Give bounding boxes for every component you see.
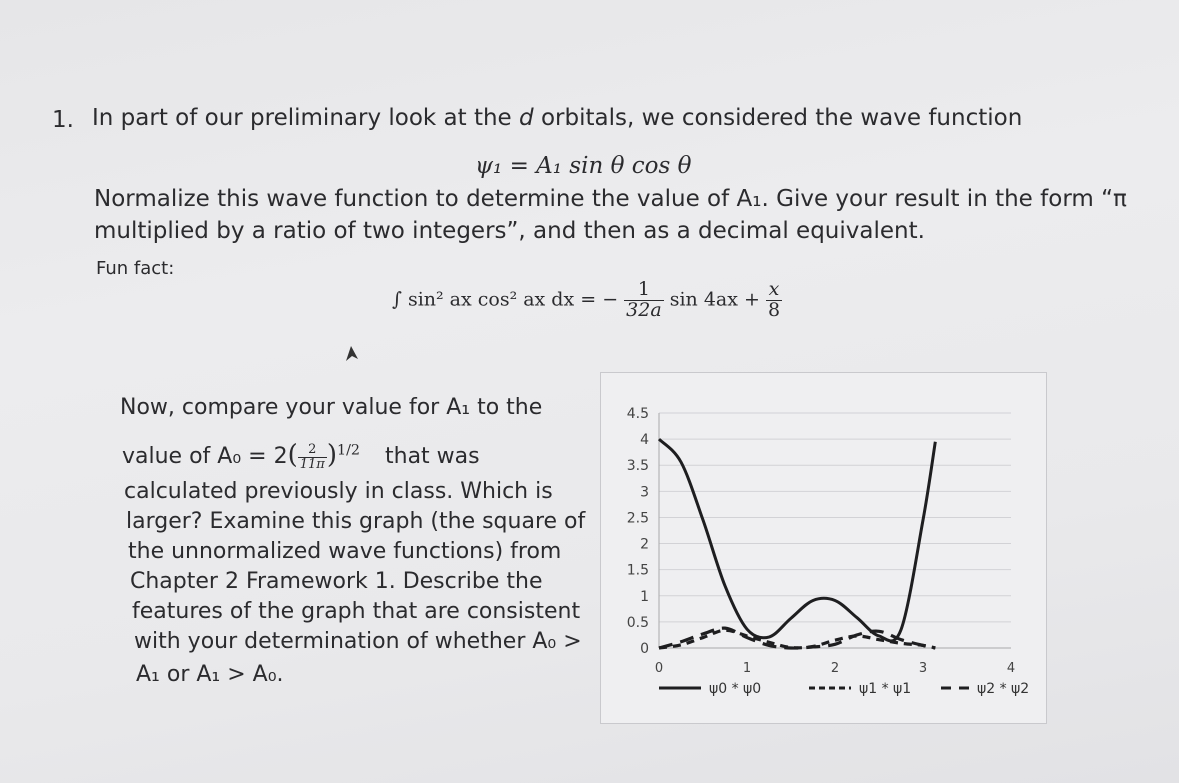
y-tick-label: 0.5 bbox=[626, 614, 649, 631]
chart-frame bbox=[600, 372, 1047, 724]
intro-after: orbitals, we considered the wave function bbox=[533, 105, 1023, 131]
wave-function-equation: ψ₁ = A₁ sin θ cos θ bbox=[475, 153, 692, 179]
integral-frac-2-num: x bbox=[766, 280, 782, 301]
compare-line-5: the unnormalized wave functions) from bbox=[128, 539, 562, 564]
integral-frac-2 bbox=[766, 280, 782, 321]
integral-sign: − bbox=[602, 288, 619, 311]
integral-frac-2-den: 8 bbox=[767, 298, 781, 321]
y-tick-label: 1.5 bbox=[626, 562, 649, 579]
integral-frac-1-num: 1 bbox=[624, 280, 664, 301]
y-tick-label: 3 bbox=[640, 484, 649, 501]
integral-frac-1-den: 32a bbox=[626, 298, 662, 321]
y-tick-label: 1 bbox=[640, 588, 649, 605]
compare-line-7: features of the graph that are consistent bbox=[132, 599, 581, 624]
integral-mid: sin 4ax + bbox=[669, 288, 760, 311]
a0-exponent: 1/2 bbox=[336, 442, 360, 459]
y-tick-label: 4 bbox=[640, 432, 649, 449]
cursor-arrow-icon bbox=[343, 345, 359, 363]
legend-label-2: ψ1 * ψ1 bbox=[859, 681, 912, 697]
compare-line-6: Chapter 2 Framework 1. Describe the bbox=[130, 569, 543, 594]
x-tick-label: 3 bbox=[918, 661, 928, 676]
x-tick-label: 4 bbox=[1006, 661, 1016, 676]
legend-label-1: ψ0 * ψ0 bbox=[709, 681, 762, 697]
legend-label-3: ψ2 * ψ2 bbox=[977, 681, 1030, 697]
fun-fact-label: Fun fact: bbox=[96, 258, 175, 279]
a0-prefix: value of A₀ = 2 bbox=[122, 444, 288, 469]
a0-frac-num: 2 bbox=[298, 443, 327, 458]
series-line-1 bbox=[659, 439, 935, 641]
a0-frac-den: 11π bbox=[299, 456, 325, 472]
x-tick-label: 0 bbox=[654, 661, 664, 676]
integral-identity bbox=[392, 280, 782, 321]
y-tick-label: 0 bbox=[640, 641, 649, 657]
y-tick-label: 2 bbox=[640, 536, 649, 553]
y-tick-label: 2.5 bbox=[626, 510, 649, 527]
compare-line-3: calculated previously in class. Which is bbox=[124, 479, 553, 504]
normalize-line-2: multiplied by a ratio of two integers”, and then as a decimal equivalent. bbox=[94, 218, 925, 244]
integral-frac-1 bbox=[624, 280, 664, 321]
normalize-line-1: Normalize this wave function to determine the value of A₁. Give your result in the form “π bbox=[94, 186, 1127, 212]
problem-intro bbox=[92, 105, 1022, 131]
integral-lhs: ∫ sin² ax cos² ax dx = bbox=[392, 288, 597, 311]
chart-plot bbox=[601, 373, 1046, 723]
compare-line-4: larger? Examine this graph (the square of bbox=[126, 509, 586, 534]
a0-fraction bbox=[298, 443, 327, 471]
a0-suffix: that was bbox=[385, 444, 480, 469]
compare-line-9: A₁ or A₁ > A₀. bbox=[136, 662, 284, 687]
compare-line-8: with your determination of whether A₀ > bbox=[134, 629, 582, 654]
compare-line-2: value of A₀ = 2( $\frac{2}{11\pi}$ )$^{1/2}$ that was bbox=[122, 440, 480, 472]
y-tick-label: 3.5 bbox=[626, 458, 649, 475]
y-tick-label: 4.5 bbox=[626, 406, 649, 422]
intro-d: d bbox=[519, 105, 534, 131]
problem-number: 1. bbox=[52, 107, 74, 133]
x-tick-label: 2 bbox=[830, 661, 840, 676]
x-tick-label: 1 bbox=[742, 661, 752, 676]
intro-before: In part of our preliminary look at the bbox=[92, 105, 520, 131]
compare-line-1: Now, compare your value for A₁ to the bbox=[120, 395, 543, 420]
